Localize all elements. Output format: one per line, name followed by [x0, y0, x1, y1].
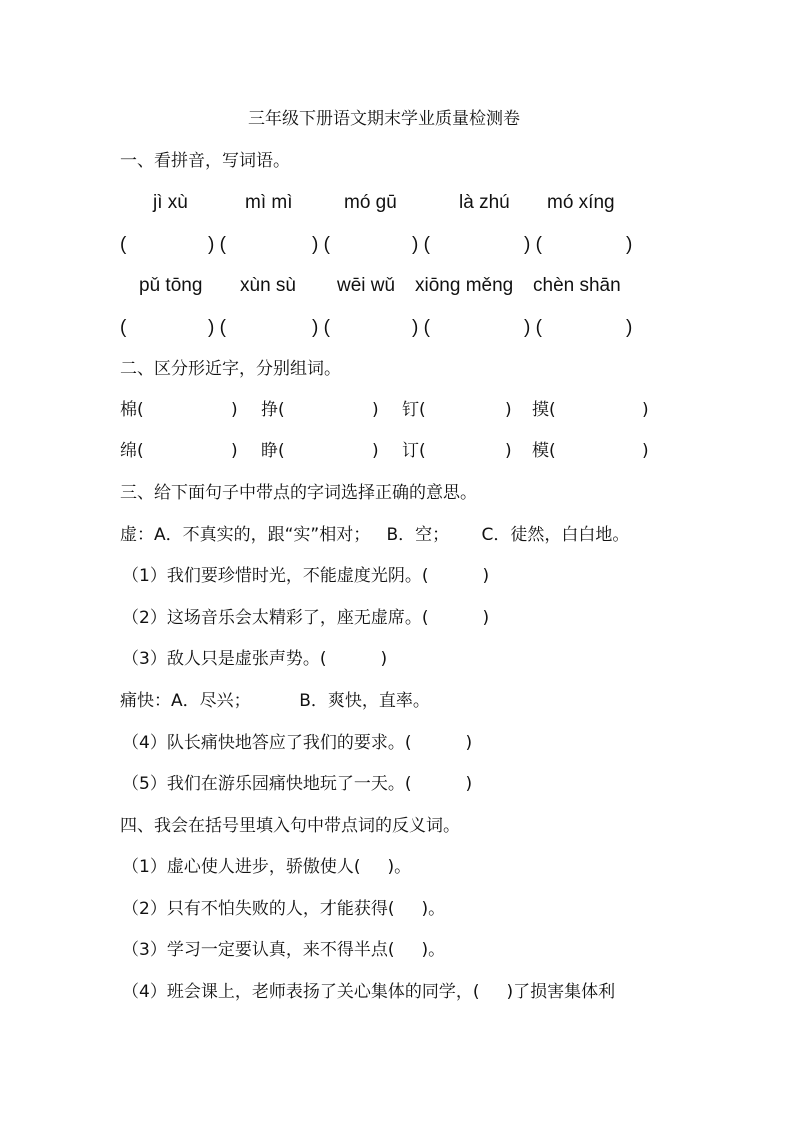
q4-heading: 四、我会在括号里填入句中带点词的反义词。	[120, 816, 460, 836]
answer-paren-close: )	[626, 234, 633, 255]
pinyin-5: mó xíng	[547, 192, 615, 213]
pinyin-10: chèn shān	[533, 275, 621, 296]
question-item: （3）敌人只是虚张声势。( )	[122, 649, 388, 669]
char-item: 摸(	[532, 400, 556, 420]
pinyin-2: mì mì	[245, 192, 293, 213]
answer-paren-mid: ) (	[312, 317, 330, 338]
q2-heading: 二、区分形近字，分别组词。	[120, 359, 341, 379]
char-item: 棉(	[120, 400, 144, 420]
answer-paren-open: (	[120, 234, 127, 255]
answer-paren-open: (	[120, 317, 127, 338]
answer-paren-mid: ) (	[208, 234, 226, 255]
answer-paren-mid: ) (	[208, 317, 226, 338]
answer-paren-mid: ) (	[412, 234, 430, 255]
answer-paren-mid: ) (	[524, 234, 542, 255]
char-item-close: )	[231, 441, 238, 461]
question-item: （1）虚心使人进步，骄傲使人( )。	[122, 857, 412, 877]
pinyin-9: xiōng měng	[415, 275, 514, 296]
question-item: （2）只有不怕失败的人，才能获得( )。	[122, 899, 446, 919]
q1-heading: 一、看拼音，写词语。	[120, 151, 290, 171]
char-item-close: )	[372, 400, 379, 420]
char-item: 睁(	[261, 441, 285, 461]
answer-paren-close: )	[626, 317, 633, 338]
pinyin-6: pǔ tōng	[139, 275, 203, 296]
char-item-close: )	[505, 400, 512, 420]
char-item-close: )	[505, 441, 512, 461]
q3-heading: 三、给下面句子中带点的字词选择正确的意思。	[120, 483, 477, 503]
char-item: 模(	[532, 441, 556, 461]
question-item: （3）学习一定要认真，来不得半点( )。	[122, 940, 446, 960]
answer-paren-mid: ) (	[412, 317, 430, 338]
question-item: （4）班会课上，老师表扬了关心集体的同学，( )了损害集体利	[122, 982, 616, 1002]
pinyin-7: xùn sù	[240, 275, 296, 296]
answer-paren-mid: ) (	[524, 317, 542, 338]
answer-paren-mid: ) (	[312, 234, 330, 255]
char-item-close: )	[642, 400, 649, 420]
char-item-close: )	[231, 400, 238, 420]
char-item-close: )	[642, 441, 649, 461]
char-item: 绵(	[120, 441, 144, 461]
question-item: （5）我们在游乐园痛快地玩了一天。( )	[122, 774, 473, 794]
char-item: 订(	[402, 441, 426, 461]
char-item-close: )	[372, 441, 379, 461]
pinyin-1: jì xù	[153, 192, 188, 213]
definition-line: 虚：A．不真实的，跟“实”相对； B．空； C．徒然，白白地。	[120, 525, 630, 545]
page-title: 三年级下册语文期末学业质量检测卷	[248, 109, 520, 129]
char-item: 钉(	[402, 400, 426, 420]
question-item: （1）我们要珍惜时光，不能虚度光阴。( )	[122, 566, 490, 586]
pinyin-8: wēi wǔ	[337, 275, 396, 296]
char-item: 挣(	[261, 400, 285, 420]
pinyin-4: là zhú	[459, 192, 510, 213]
pinyin-3: mó gū	[344, 192, 397, 213]
question-item: （4）队长痛快地答应了我们的要求。( )	[122, 733, 473, 753]
definition-line: 痛快：A．尽兴； B．爽快，直率。	[120, 691, 430, 711]
question-item: （2）这场音乐会太精彩了，座无虚席。( )	[122, 608, 490, 628]
